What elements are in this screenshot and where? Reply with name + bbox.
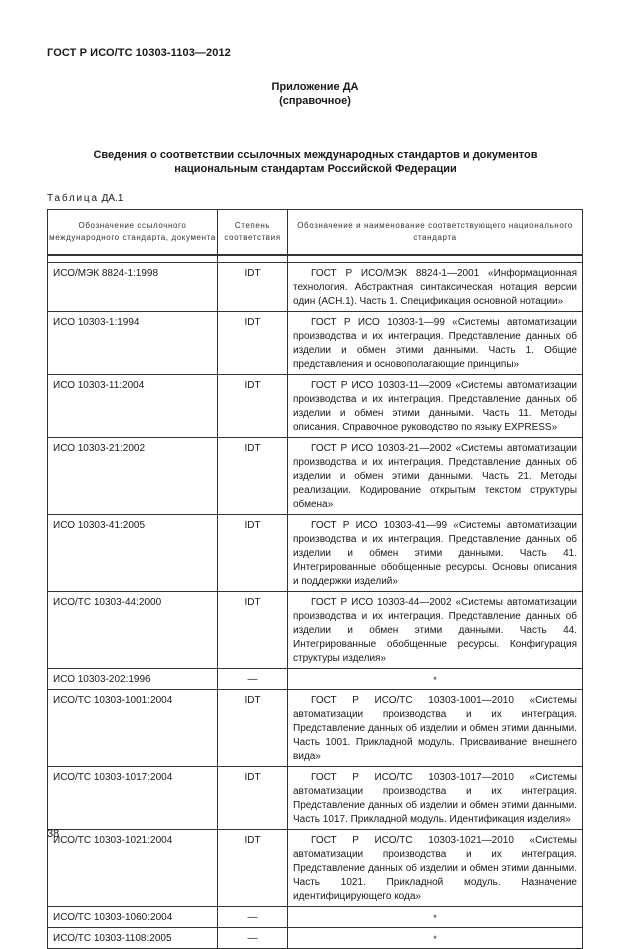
conformity-degree: IDT (218, 592, 288, 669)
conformity-degree: IDT (218, 438, 288, 515)
international-standard-code: ИСО/МЭК 8824-1:1998 (48, 263, 218, 312)
document-code-header: ГОСТ Р ИСО/ТС 10303-1103—2012 (47, 47, 231, 59)
table-row (48, 767, 583, 830)
table-row (48, 515, 583, 592)
conformity-degree: IDT (218, 767, 288, 830)
national-standard: * (288, 928, 583, 949)
page-number: 38 (47, 828, 60, 840)
international-standard-code: ИСО/ТС 10303-1108:2005 (48, 928, 218, 949)
national-standard: ГОСТ Р ИСО/ТС 10303-1021—2010 «Системы автоматизации производства и их интеграция. Представление данных об изделии и обмен этими данными. Часть 1021. Прикладной модуль. Назначение идентифицирующего кода» (288, 830, 583, 907)
international-standard-code: ИСО 10303-21:2002 (48, 438, 218, 515)
international-standard-code: ИСО/ТС 10303-1060:2004 (48, 907, 218, 928)
correspondence-table (47, 209, 583, 949)
national-standard: ГОСТ Р ИСО/ТС 10303-1001—2010 «Системы автоматизации производства и их интеграция. Представление данных об изделии и обмен этими данными. Часть 1001. Прикладной модуль. Присваивание внешнего вида» (288, 690, 583, 767)
national-standard: ГОСТ Р ИСО 10303-1—99 «Системы автоматизации производства и их интеграция. Представление данных об изделии и обмен этими данными. Часть 1. Общие представления и основополагающие принципы» (288, 312, 583, 375)
table-header-row (48, 210, 583, 256)
table-caption-number: ДА.1 (101, 193, 124, 204)
table-row (48, 438, 583, 515)
table-row (48, 592, 583, 669)
conformity-degree: — (218, 928, 288, 949)
appendix-title-block (0, 80, 630, 108)
table-row (48, 375, 583, 438)
conformity-degree: IDT (218, 312, 288, 375)
national-standard: ГОСТ Р ИСО 10303-44—2002 «Системы автоматизации производства и их интеграция. Представление данных об изделии и обмен этими данными. Часть 44. Интегрированные обобщенные ресурсы. Конфигурация структуры изделия» (288, 592, 583, 669)
international-standard-code: ИСО/ТС 10303-1001:2004 (48, 690, 218, 767)
international-standard-code: ИСО/ТС 10303-44:2000 (48, 592, 218, 669)
conformity-degree: IDT (218, 690, 288, 767)
table-caption (47, 193, 123, 204)
international-standard-code: ИСО 10303-11:2004 (48, 375, 218, 438)
national-standard: ГОСТ Р ИСО/МЭК 8824-1—2001 «Информационная технология. Абстрактная синтаксическая нотация версии один (АСН.1). Часть 1. Спецификация основной нотации» (288, 263, 583, 312)
table-row (48, 669, 583, 690)
column-header-international: Обозначение ссылочного международного стандарта, документа (48, 210, 218, 256)
international-standard-code: ИСО 10303-41:2005 (48, 515, 218, 592)
international-standard-code: ИСО 10303-1:1994 (48, 312, 218, 375)
conformity-degree: IDT (218, 830, 288, 907)
conformity-degree: — (218, 669, 288, 690)
international-standard-code: ИСО 10303-202:1996 (48, 669, 218, 690)
national-standard: ГОСТ Р ИСО 10303-41—99 «Системы автоматизации производства и их интеграция. Представление данных об изделии и обмен этими данными. Часть 41. Интегрированные обобщенные ресурсы. Основы описания и поддержки изделий» (288, 515, 583, 592)
table-row (48, 263, 583, 312)
national-standard: ГОСТ Р ИСО 10303-11—2009 «Системы автоматизации производства и их интеграция. Представление данных об изделии и обмен этими данными. Часть 11. Методы описания. Справочное руководство по языку EXPRESS» (288, 375, 583, 438)
column-header-degree: Степень соответствия (218, 210, 288, 256)
table-caption-word: Таблица (47, 193, 99, 204)
section-title (48, 148, 583, 176)
table-row (48, 907, 583, 928)
table-row (48, 830, 583, 907)
table-row (48, 928, 583, 949)
column-header-national: Обозначение и наименование соответствующего национального стандарта (288, 210, 583, 256)
appendix-subtitle: (справочное) (279, 95, 351, 107)
conformity-degree: IDT (218, 375, 288, 438)
national-standard: ГОСТ Р ИСО 10303-21—2002 «Системы автоматизации производства и их интеграция. Представление данных об изделии и обмен этими данными. Часть 21. Методы реализации. Кодирование открытым текстом структуры обмена» (288, 438, 583, 515)
appendix-title: Приложение ДА (271, 81, 359, 93)
conformity-degree: — (218, 907, 288, 928)
table-row (48, 312, 583, 375)
national-standard: * (288, 669, 583, 690)
table-row (48, 690, 583, 767)
table-spacer-row (48, 255, 583, 263)
conformity-degree: IDT (218, 263, 288, 312)
section-title-line-2: национальным стандартам Российской Федерации (174, 163, 457, 175)
international-standard-code: ИСО/ТС 10303-1021:2004 (48, 830, 218, 907)
table-body (48, 255, 583, 949)
conformity-degree: IDT (218, 515, 288, 592)
national-standard: * (288, 907, 583, 928)
national-standard: ГОСТ Р ИСО/ТС 10303-1017—2010 «Системы автоматизации производства и их интеграция. Представление данных об изделии и обмен этими данными. Часть 1017. Прикладной модуль. Идентификация изделия» (288, 767, 583, 830)
section-title-line-1: Сведения о соответствии ссылочных международных стандартов и документов (93, 149, 538, 161)
international-standard-code: ИСО/ТС 10303-1017:2004 (48, 767, 218, 830)
